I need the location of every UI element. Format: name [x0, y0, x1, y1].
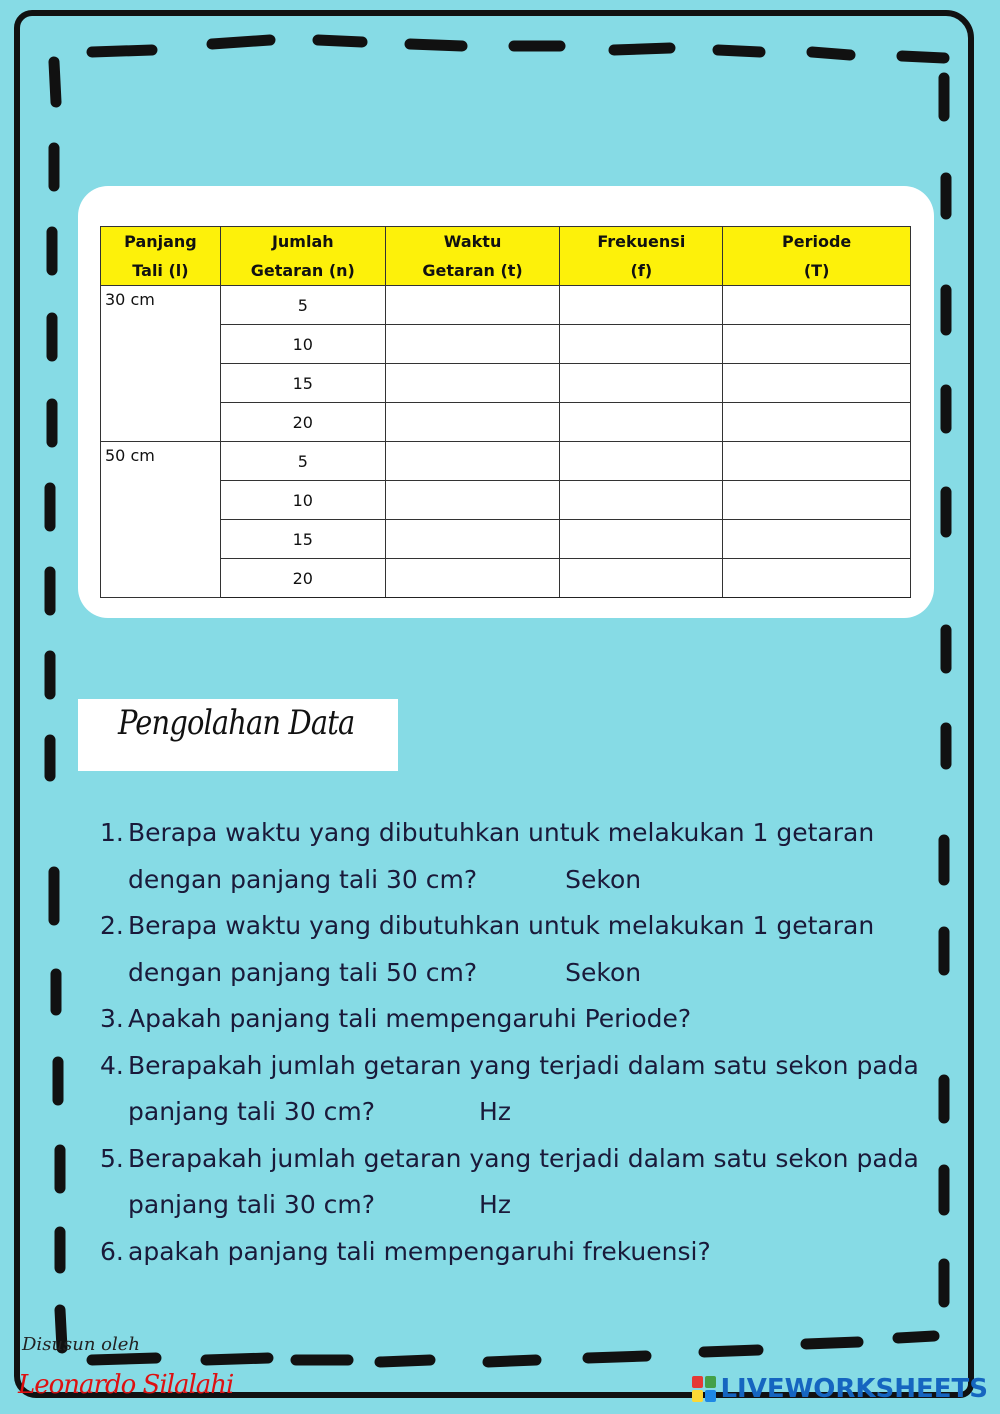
- length-cell: 50 cm: [101, 442, 221, 598]
- waktu-cell[interactable]: [385, 481, 560, 520]
- waktu-cell[interactable]: [385, 325, 560, 364]
- n-cell: 10: [220, 481, 385, 520]
- unit-label: Sekon: [565, 957, 642, 987]
- table-row: [101, 403, 911, 442]
- question-text: panjang tali 30 cm?: [128, 1097, 376, 1126]
- frekuensi-cell[interactable]: [560, 559, 723, 598]
- question-number: 4.: [100, 1050, 124, 1080]
- frekuensi-cell[interactable]: [560, 520, 723, 559]
- frekuensi-cell[interactable]: [560, 442, 723, 481]
- periode-cell[interactable]: [723, 481, 911, 520]
- n-cell: 20: [220, 559, 385, 598]
- question-number: 5.: [100, 1143, 124, 1173]
- question-item: [100, 1136, 980, 1229]
- question-text: Apakah panjang tali mempengaruhi Periode?: [128, 1004, 692, 1033]
- question-item: [100, 810, 980, 903]
- frekuensi-cell[interactable]: [560, 481, 723, 520]
- periode-cell[interactable]: [723, 520, 911, 559]
- frekuensi-cell[interactable]: [560, 403, 723, 442]
- n-cell: 15: [220, 364, 385, 403]
- periode-cell[interactable]: [723, 286, 911, 325]
- credit-label: Disusun oleh: [22, 1334, 141, 1355]
- waktu-cell[interactable]: [385, 286, 560, 325]
- periode-cell[interactable]: [723, 559, 911, 598]
- question-number: 6.: [100, 1236, 124, 1266]
- waktu-cell[interactable]: [385, 442, 560, 481]
- logo-text: LIVEWORKSHEETS: [720, 1374, 988, 1404]
- question-text: apakah panjang tali mempengaruhi frekuensi?: [128, 1236, 711, 1266]
- table-row: [101, 481, 911, 520]
- question-item: [100, 1229, 980, 1276]
- frekuensi-cell[interactable]: [560, 325, 723, 364]
- header-waktu-getaran: Waktu Getaran (t): [385, 227, 560, 286]
- observation-table: [100, 226, 911, 598]
- header-panjang-tali: Panjang Tali (l): [101, 227, 221, 286]
- header-periode: Periode (T): [723, 227, 911, 286]
- periode-cell[interactable]: [723, 403, 911, 442]
- header-frekuensi: Frekuensi (f): [560, 227, 723, 286]
- n-cell: 10: [220, 325, 385, 364]
- question-item: [100, 996, 980, 1043]
- question-item: [100, 903, 980, 996]
- n-cell: 5: [220, 286, 385, 325]
- question-item: [100, 1043, 980, 1136]
- unit-label: Hz: [479, 1097, 511, 1126]
- unit-label: Hz: [479, 1190, 511, 1219]
- table-row: [101, 286, 911, 325]
- table-header-row: [101, 227, 911, 286]
- liveworksheets-logo[interactable]: [692, 1374, 988, 1404]
- header-jumlah-getaran: Jumlah Getaran (n): [220, 227, 385, 286]
- n-cell: 20: [220, 403, 385, 442]
- question-text: panjang tali 30 cm?: [128, 1190, 376, 1219]
- table-row: [101, 442, 911, 481]
- n-cell: 5: [220, 442, 385, 481]
- waktu-cell[interactable]: [385, 520, 560, 559]
- waktu-cell[interactable]: [385, 403, 560, 442]
- question-number: 2.: [100, 911, 124, 940]
- unit-label: Sekon: [565, 864, 642, 894]
- table-row: [101, 325, 911, 364]
- question-text: dengan panjang tali 50 cm?: [128, 957, 478, 987]
- periode-cell[interactable]: [723, 364, 911, 403]
- periode-cell[interactable]: [723, 442, 911, 481]
- length-cell: 30 cm: [101, 286, 221, 442]
- frekuensi-cell[interactable]: [560, 364, 723, 403]
- section-title: Pengolahan Data: [118, 703, 355, 743]
- question-list: [100, 810, 980, 1275]
- n-cell: 15: [220, 520, 385, 559]
- question-number: 1.: [100, 818, 124, 847]
- periode-cell[interactable]: [723, 325, 911, 364]
- author-signature: Leonardo Silalahi: [18, 1370, 234, 1400]
- waktu-cell[interactable]: [385, 364, 560, 403]
- question-text: Berapakah jumlah getaran yang terjadi dalam satu sekon pada: [128, 1050, 919, 1080]
- table-row: [101, 559, 911, 598]
- question-text: Berapakah jumlah getaran yang terjadi dalam satu sekon pada: [128, 1143, 919, 1173]
- question-text: dengan panjang tali 30 cm?: [128, 864, 478, 894]
- table-row: [101, 520, 911, 559]
- question-number: 3.: [100, 1004, 124, 1033]
- frekuensi-cell[interactable]: [560, 286, 723, 325]
- waktu-cell[interactable]: [385, 559, 560, 598]
- logo-mark-icon: [692, 1376, 716, 1402]
- table-row: [101, 364, 911, 403]
- question-text: Berapa waktu yang dibutuhkan untuk melakukan 1 getaran: [128, 818, 875, 847]
- question-text: Berapa waktu yang dibutuhkan untuk melakukan 1 getaran: [128, 911, 875, 940]
